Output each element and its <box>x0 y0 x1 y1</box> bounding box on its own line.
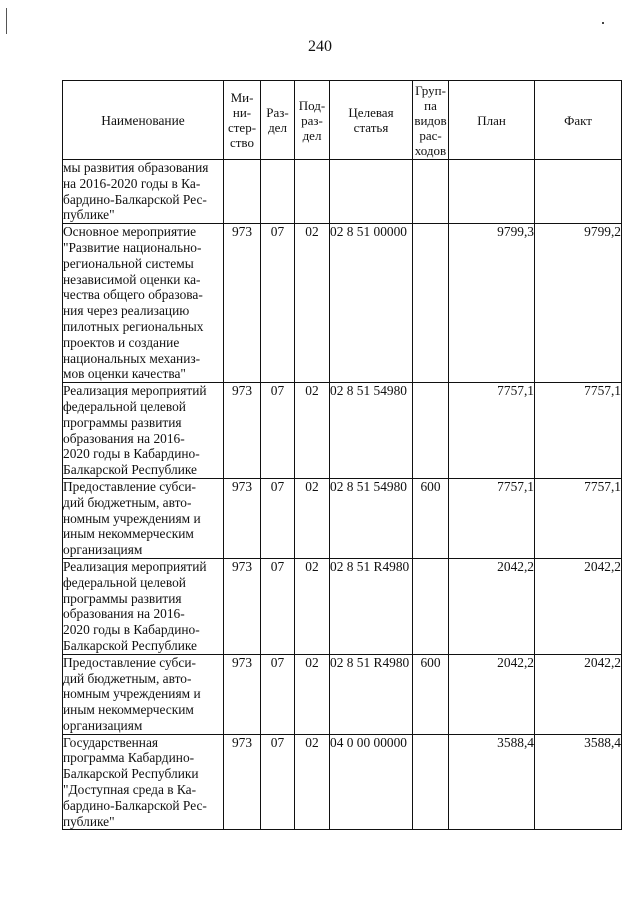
text-line: Предоставление субси- <box>63 478 196 494</box>
text-line: ходов <box>414 142 447 158</box>
cell-ministry: 973 <box>224 478 261 558</box>
cell-ministry: 973 <box>224 383 261 479</box>
cell-plan: 9799,3 <box>449 224 535 383</box>
cell-plan: 7757,1 <box>449 478 535 558</box>
cell-group <box>413 224 449 383</box>
text-line: образования на 2016- <box>63 606 185 622</box>
cell-fact: 2042,2 <box>535 654 622 734</box>
cell-plan: 3588,4 <box>449 734 535 830</box>
cell-subsection: 02 <box>295 478 330 558</box>
cell-section: 07 <box>261 383 295 479</box>
cell-name <box>63 558 224 654</box>
text-line: Ми- <box>230 90 254 105</box>
text-line: пилотных региональных <box>63 318 204 334</box>
cell-fact: 7757,1 <box>535 383 622 479</box>
text-line: статья <box>353 120 389 135</box>
text-line: Балкарской Республике <box>63 637 197 653</box>
cell-group: 600 <box>413 654 449 734</box>
text-line: Наименование <box>101 112 185 128</box>
scan-dot-mark <box>602 22 604 24</box>
cell-plan: 2042,2 <box>449 654 535 734</box>
cell-name <box>63 224 224 383</box>
cell-target <box>330 160 413 224</box>
header-plan <box>449 81 535 160</box>
text-line: Раз- <box>266 105 289 120</box>
text-line: Реализация мероприятий <box>63 383 207 399</box>
text-line: иным некоммерческим <box>63 526 194 542</box>
cell-plan <box>449 160 535 224</box>
text-line: Реализация мероприятий <box>63 558 207 574</box>
cell-name <box>63 478 224 558</box>
cell-subsection: 02 <box>295 224 330 383</box>
table-body <box>63 160 622 830</box>
text-line: раз- <box>301 112 323 128</box>
text-line: проектов и создание <box>63 334 180 350</box>
cell-group: 600 <box>413 478 449 558</box>
text-line: Государственная <box>63 734 159 750</box>
cell-name <box>63 654 224 734</box>
cell-name <box>63 383 224 479</box>
cell-ministry: 973 <box>224 654 261 734</box>
text-line: дий бюджетным, авто- <box>63 494 192 510</box>
text-line: стер- <box>227 120 257 135</box>
cell-fact: 3588,4 <box>535 734 622 830</box>
text-line: "Доступная среда в Ка- <box>63 782 197 798</box>
header-subsection <box>295 81 330 160</box>
text-line: мы развития образования <box>63 160 209 175</box>
cell-section: 07 <box>261 734 295 830</box>
table-row <box>63 383 622 479</box>
text-line: программы развития <box>63 414 182 430</box>
page-number: 240 <box>308 38 332 55</box>
cell-target: 04 0 00 00000 <box>330 734 413 830</box>
header-fact <box>535 81 622 160</box>
cell-group <box>413 558 449 654</box>
text-line: образования на 2016- <box>63 430 185 446</box>
cell-group <box>413 734 449 830</box>
text-line: иным некоммерческим <box>63 702 194 718</box>
text-line: дий бюджетным, авто- <box>63 670 192 686</box>
text-line: Балкарской Республике <box>63 462 197 478</box>
cell-fact <box>535 160 622 224</box>
cell-subsection: 02 <box>295 383 330 479</box>
cell-fact: 7757,1 <box>535 478 622 558</box>
text-line: номным учреждениям и <box>63 510 201 526</box>
text-line: Основное мероприятие <box>63 224 197 240</box>
text-line: дел <box>268 120 287 135</box>
header-ministry <box>224 81 261 160</box>
text-line: федеральной целевой <box>63 398 186 414</box>
text-line: Целевая <box>348 105 394 120</box>
budget-table <box>62 80 622 830</box>
cell-ministry: 973 <box>224 558 261 654</box>
text-line: видов <box>414 112 447 128</box>
cell-subsection: 02 <box>295 654 330 734</box>
cell-ministry <box>224 160 261 224</box>
cell-target: 02 8 51 00000 <box>330 224 413 383</box>
text-line: Под- <box>298 97 326 113</box>
text-line: Предоставление субси- <box>63 654 196 670</box>
cell-target: 02 8 51 R4980 <box>330 558 413 654</box>
text-line: чества общего образова- <box>63 287 203 303</box>
text-line: публике" <box>63 813 115 829</box>
cell-subsection <box>295 160 330 224</box>
header-target <box>330 81 413 160</box>
text-line: публике" <box>63 207 115 223</box>
cell-name <box>63 160 224 224</box>
cell-ministry: 973 <box>224 224 261 383</box>
cell-group <box>413 383 449 479</box>
text-line: на 2016-2020 годы в Ка- <box>63 175 201 191</box>
cell-plan: 2042,2 <box>449 558 535 654</box>
text-line: программа Кабардино- <box>63 750 195 766</box>
table-row <box>63 654 622 734</box>
cell-target: 02 8 51 54980 <box>330 383 413 479</box>
cell-section: 07 <box>261 558 295 654</box>
text-line: номным учреждениям и <box>63 686 201 702</box>
text-line: региональной системы <box>63 255 194 271</box>
scan-edge-mark <box>6 8 7 34</box>
table-row <box>63 558 622 654</box>
cell-section: 07 <box>261 224 295 383</box>
text-line: "Развитие национально- <box>63 239 202 255</box>
cell-fact: 2042,2 <box>535 558 622 654</box>
cell-target: 02 8 51 54980 <box>330 478 413 558</box>
text-line: дел <box>302 127 322 143</box>
text-line: Балкарской Республики <box>63 766 199 782</box>
cell-target: 02 8 51 R4980 <box>330 654 413 734</box>
table-row <box>63 478 622 558</box>
cell-section <box>261 160 295 224</box>
table-row <box>63 160 622 224</box>
cell-subsection: 02 <box>295 734 330 830</box>
cell-plan: 7757,1 <box>449 383 535 479</box>
table-row <box>63 734 622 830</box>
header-section <box>261 81 295 160</box>
text-line: организациям <box>63 717 143 733</box>
text-line: рас- <box>419 127 442 143</box>
text-line: 2020 годы в Кабардино- <box>63 622 200 638</box>
cell-section: 07 <box>261 478 295 558</box>
text-line: мов оценки качества" <box>63 366 186 382</box>
text-line: независимой оценки ка- <box>63 271 201 287</box>
table-header-row <box>63 81 622 160</box>
text-line: па <box>424 97 437 113</box>
text-line: 2020 годы в Кабардино- <box>63 446 200 462</box>
text-line: федеральной целевой <box>63 574 186 590</box>
text-line: План <box>477 112 506 128</box>
cell-ministry: 973 <box>224 734 261 830</box>
text-line: бардино-Балкарской Рес- <box>63 191 207 207</box>
text-line: ния через реализацию <box>63 303 190 319</box>
cell-section: 07 <box>261 654 295 734</box>
text-line: Груп- <box>415 82 446 98</box>
text-line: ство <box>229 135 254 150</box>
text-line: Факт <box>564 112 592 128</box>
cell-fact: 9799,2 <box>535 224 622 383</box>
text-line: бардино-Балкарской Рес- <box>63 797 207 813</box>
cell-subsection: 02 <box>295 558 330 654</box>
table-row <box>63 224 622 383</box>
text-line: национальных механиз- <box>63 350 201 366</box>
text-line: программы развития <box>63 590 182 606</box>
text-line: организациям <box>63 542 143 558</box>
text-line: ни- <box>232 105 252 120</box>
header-group <box>413 81 449 160</box>
header-name <box>63 81 224 160</box>
cell-group <box>413 160 449 224</box>
cell-name <box>63 734 224 830</box>
